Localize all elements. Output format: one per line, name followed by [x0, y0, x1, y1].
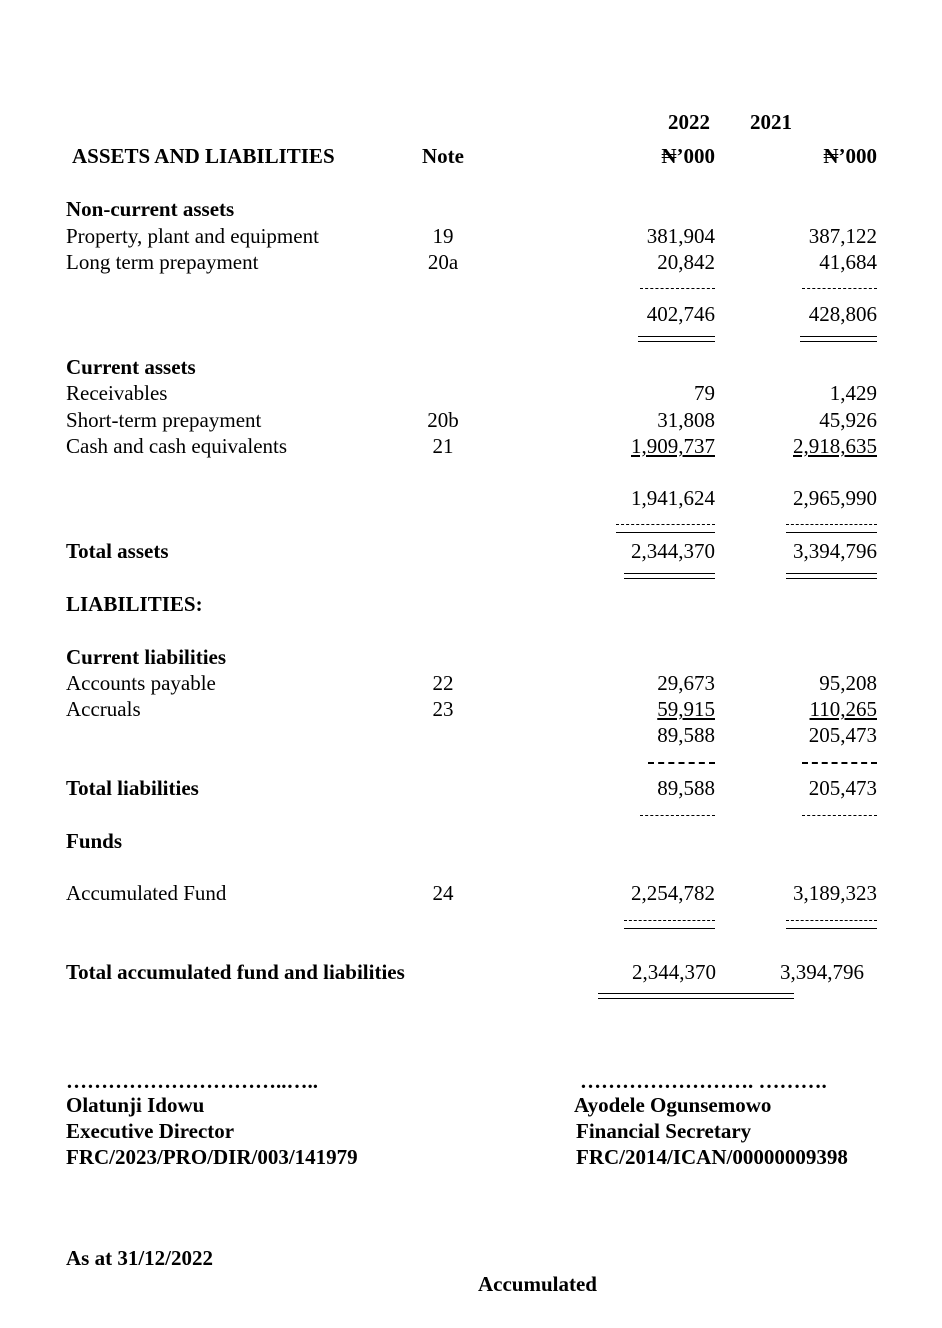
row-value-2021: 41,684 — [819, 250, 877, 274]
non-current-total-2021: 428,806 — [808, 302, 877, 326]
total-assets-2022: 2,344,370 — [631, 539, 715, 563]
year-2021-header: 2021 — [750, 110, 792, 134]
total-liabilities-2022: 89,588 — [657, 776, 715, 800]
row-value-2021: 1,429 — [829, 381, 877, 405]
current-liabilities-heading: Current liabilities — [66, 645, 227, 669]
row-value-2022: 381,904 — [646, 224, 715, 248]
current-assets-heading: Current assets — [66, 355, 196, 379]
grand-total-2021: 3,394,796 — [780, 960, 864, 984]
grand-total-label: Total accumulated fund and liabilities — [66, 960, 405, 984]
statement-title: ASSETS AND LIABILITIES — [72, 144, 335, 168]
signatory-title-right: Financial Secretary — [576, 1119, 752, 1143]
subtotal-rule — [802, 288, 877, 289]
grand-total-2022: 2,344,370 — [632, 960, 716, 984]
subtotal-rule — [640, 815, 715, 816]
row-label: Cash and cash equivalents — [66, 434, 288, 458]
row-value-2021 — [722, 433, 877, 459]
subtotal-rule — [786, 524, 877, 525]
row-value-2022: 20,842 — [657, 250, 715, 274]
footer-caption: Accumulated — [478, 1272, 597, 1296]
row-note: 20b — [427, 408, 459, 432]
subtotal-rule — [624, 920, 715, 921]
signatory-name-left: Olatunji Idowu — [66, 1093, 205, 1117]
funds-heading: Funds — [66, 829, 123, 853]
row-label: Long term prepayment — [66, 250, 259, 274]
row-note: 23 — [432, 697, 454, 721]
signatory-reg-right: FRC/2014/ICAN/00000009398 — [576, 1145, 848, 1169]
subtotal-rule — [786, 920, 877, 921]
signatory-reg-left: FRC/2023/PRO/DIR/003/141979 — [66, 1145, 358, 1169]
current-assets-total-2021: 2,965,990 — [793, 486, 877, 510]
row-value-2021: 387,122 — [808, 224, 877, 248]
signature-line-right: ……………………. ………. — [580, 1069, 827, 1093]
non-current-total-2022: 402,746 — [646, 302, 715, 326]
row-note: 21 — [432, 434, 454, 458]
solid-rule — [624, 928, 715, 929]
row-value-2022 — [560, 696, 715, 722]
subtotal-rule — [648, 762, 715, 764]
double-rule — [638, 336, 715, 342]
current-assets-total-2022: 1,941,624 — [631, 486, 715, 510]
row-value-2022 — [560, 433, 715, 459]
liabilities-subtotal-2021: 205,473 — [808, 723, 877, 747]
row-value-2021: 95,208 — [819, 671, 877, 695]
signatory-title-left: Executive Director — [66, 1119, 235, 1143]
row-value-2022: 31,808 — [657, 408, 715, 432]
liabilities-subtotal-2022: 89,588 — [657, 723, 715, 747]
liabilities-heading: LIABILITIES: — [66, 592, 203, 616]
row-label: Property, plant and equipment — [66, 224, 319, 248]
signature-line-left: …………………………..….. — [66, 1069, 318, 1093]
row-note: 22 — [432, 671, 454, 695]
total-liabilities-2021: 205,473 — [808, 776, 877, 800]
row-note: 19 — [432, 224, 454, 248]
row-note: 20a — [427, 250, 459, 274]
subtotal-rule — [802, 762, 877, 764]
double-rule — [624, 573, 715, 579]
note-column-header: Note — [422, 144, 464, 168]
double-rule — [786, 573, 877, 579]
unit-2021-header: ₦’000 — [823, 144, 877, 168]
row-label: Short-term prepayment — [66, 408, 262, 432]
row-label: Receivables — [66, 381, 168, 405]
accumulated-fund-note: 24 — [432, 881, 454, 905]
row-value-2022: 79 — [694, 381, 715, 405]
row-label: Accruals — [66, 697, 141, 721]
row-label: Accounts payable — [66, 671, 216, 695]
double-rule — [800, 336, 877, 342]
non-current-assets-heading: Non-current assets — [66, 197, 235, 221]
accumulated-fund-2022: 2,254,782 — [631, 881, 715, 905]
unit-2022-header: ₦’000 — [661, 144, 715, 168]
signatory-name-right: Ayodele Ogunsemowo — [574, 1093, 772, 1117]
year-2022-header: 2022 — [668, 110, 710, 134]
underlined-value: 59,915 — [657, 697, 715, 721]
solid-rule — [616, 532, 715, 533]
underlined-value: 110,265 — [809, 697, 877, 721]
underlined-value: 1,909,737 — [631, 434, 715, 458]
total-liabilities-label: Total liabilities — [66, 776, 199, 800]
accumulated-fund-2021: 3,189,323 — [793, 881, 877, 905]
row-value-2021 — [722, 696, 877, 722]
row-value-2021: 45,926 — [819, 408, 877, 432]
row-value-2022: 29,673 — [657, 671, 715, 695]
solid-rule — [786, 532, 877, 533]
subtotal-rule — [802, 815, 877, 816]
solid-rule — [786, 928, 877, 929]
accumulated-fund-label: Accumulated Fund — [66, 881, 227, 905]
double-rule — [598, 993, 794, 999]
total-assets-2021: 3,394,796 — [793, 539, 877, 563]
statement-date: As at 31/12/2022 — [66, 1246, 213, 1270]
total-assets-label: Total assets — [66, 539, 169, 563]
subtotal-rule — [616, 524, 715, 525]
subtotal-rule — [640, 288, 715, 289]
underlined-value: 2,918,635 — [793, 434, 877, 458]
